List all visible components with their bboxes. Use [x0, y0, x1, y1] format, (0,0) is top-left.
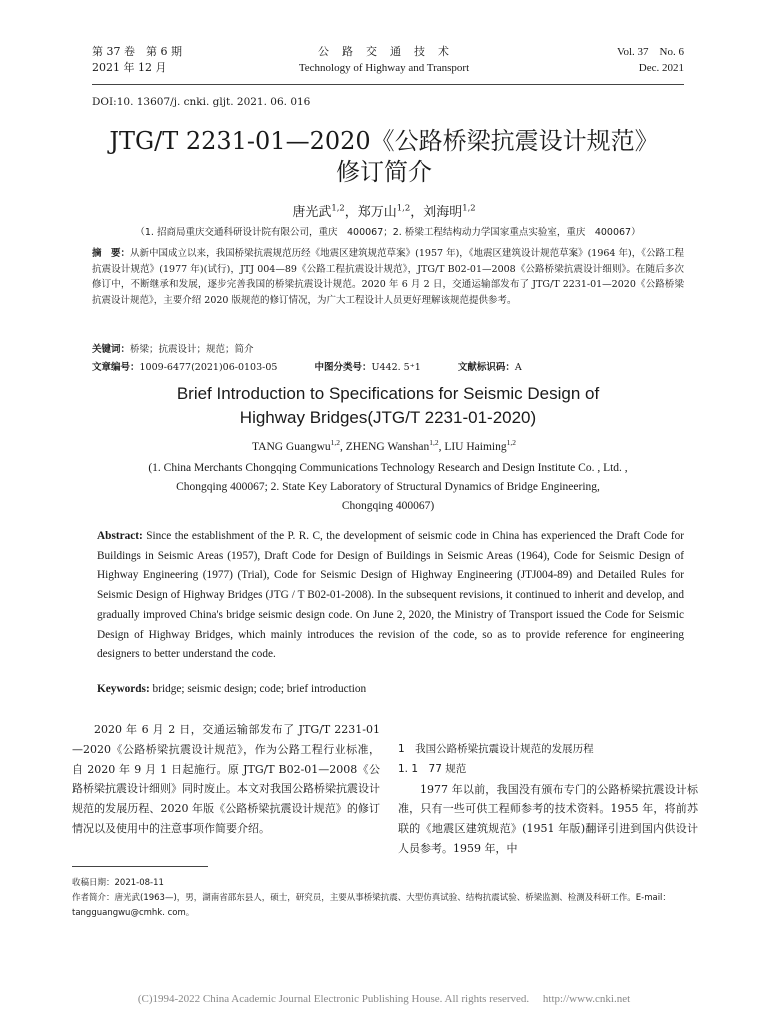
- clc-label: 中图分类号：: [314, 362, 372, 373]
- article-meta-cn: [92, 359, 684, 373]
- keywords-cn-text: 桥梁；抗震设计；规范；简介: [130, 344, 254, 355]
- authors-cn: [0, 201, 768, 220]
- document-code: [458, 362, 522, 373]
- title-en-line-2: Highway Bridges(JTG/T 2231-01-2020): [239, 408, 537, 427]
- authors-en: [0, 438, 768, 453]
- footnotes: [72, 876, 698, 921]
- date-cn: 2021 年 12 月: [92, 61, 167, 74]
- author-2-en-affil: 1,2: [429, 438, 439, 447]
- article-title-en: [92, 382, 684, 430]
- author-2-cn: ，郑万山: [344, 205, 397, 220]
- author-2-en: , ZHENG Wanshan: [339, 440, 430, 453]
- clc-value: U442. 5⁺1: [371, 362, 421, 373]
- author-1-affil: 1,2: [331, 202, 345, 213]
- keywords-cn: [92, 341, 684, 355]
- section-1-heading: 1 我国公路桥梁抗震设计规范的发展历程: [398, 743, 594, 755]
- author-1-en-affil: 1,2: [330, 438, 340, 447]
- author-3-affil: 1,2: [462, 202, 476, 213]
- title-cn-line-2: 修订简介: [336, 158, 432, 186]
- author-1-cn: 唐光武: [292, 205, 332, 220]
- footnote-author-bio: 作者简介：唐光武(1963—)，男，湖南省邵东县人，硕士，研究员，主要从事桥梁抗震、大型仿真试验、结构抗震试验、桥梁监测、检测及科研工作。E-mail：tangguangwu@cmhk. com。: [72, 893, 671, 918]
- journal-name-cn: 公 路 交 通 技 术: [318, 45, 450, 58]
- affil-en-line-2: Chongqing 400067; 2. State Key Laboratory of Structural Dynamics of Bridge Engineering,: [176, 481, 600, 493]
- article-number-label: 文章编号：: [92, 362, 140, 373]
- journal-name-en: Technology of Highway and Transport: [298, 62, 470, 74]
- article-number: [92, 362, 277, 373]
- article-number-value: 1009-6477(2021)06-0103-05: [139, 362, 278, 373]
- section-1-1-heading: 1. 1 77 规范: [398, 762, 467, 775]
- volume-issue-en: Vol. 37 No. 6: [616, 46, 684, 58]
- copyright-notice: (C)1994-2022 China Academic Journal Electronic Publishing House. All rights reserved. http://www.cnki.net: [137, 993, 631, 1005]
- abstract-en-label: Abstract:: [97, 530, 147, 542]
- body-column-left: [72, 720, 380, 839]
- author-2-affil: 1,2: [396, 202, 411, 213]
- body-column-right: [398, 740, 698, 859]
- affil-en-line-3: Chongqing 400067): [341, 500, 435, 512]
- keywords-en: [97, 683, 684, 695]
- abstract-cn: [92, 246, 684, 308]
- title-en-line-1: Brief Introduction to Specifications for Seismic Design of: [176, 384, 600, 403]
- footnote-received-date: 收稿日期：2021-08-11: [72, 878, 164, 888]
- document-code-value: A: [514, 362, 522, 373]
- affiliations-en: [92, 459, 684, 516]
- author-3-en: , LIU Haiming: [438, 440, 507, 453]
- affil-en-line-1: (1. China Merchants Chongqing Communications Technology Research and Design Institute Co. , Ltd. ,: [148, 462, 628, 474]
- abstract-en-text: Since the establishment of the P. R. C, the development of seismic code in China has experienced the Draft Code for Buildings in Seismic Areas (1957), Draft Code for Design of Buildings in Seismic Areas (1964), Code for Seismic Design of Highway Engineering (1977) (Trial), Code for Seismic Design of Highway Engineering (JTJ004-89) and Detailed Rules for Seismic Design of Highway Bridges (JTG / T B02-01-2008). In the subsequent revisions, it continued to inherit and develop, and gradually improved China's bridge seismic design code. On June 2, 2020, the Ministry of Transport issued the Code for Seismic Design of Highway Bridges, which mainly introduces the revision of the code, so as to provide reference for engineering designers to better understand the code.: [97, 530, 684, 661]
- volume-issue-cn: 第 37 卷 第 6 期: [92, 45, 182, 58]
- keywords-en-label: Keywords:: [97, 683, 153, 695]
- keywords-cn-label: 关键词：: [92, 344, 131, 355]
- abstract-en: [97, 527, 684, 665]
- abstract-cn-text: 从新中国成立以来，我国桥梁抗震规范历经《地震区建筑规范草案》(1957 年)，《地震区建筑设计规范草案》(1964 年)，《公路工程抗震设计规范》(1977 年)(试行)，JTJ 004—89《公路工程抗震设计规范》，JTG/T B02-01—2008《公路桥梁抗震设计细则》。在随后多次修订中，不断继承和发展，逐步完善我国的桥梁抗震设计规范。2020 年 6 月 2 日，交通运输部发布了 JTG/T 2231-01—2020《公路桥梁抗震设计规范》，主要介绍 2020 版规范的修订情况，为广大工程设计人员更好理解该规范提供参考。: [92, 248, 684, 306]
- author-3-en-affil: 1,2: [506, 438, 516, 447]
- title-cn-line-1: JTG/T 2231-01—2020《公路桥梁抗震设计规范》: [109, 127, 659, 155]
- article-title-cn: [60, 126, 708, 188]
- keywords-en-text: bridge; seismic design; code; brief introduction: [152, 683, 367, 695]
- doi: DOI:10. 13607/j. cnki. gljt. 2021. 06. 016: [92, 96, 311, 108]
- date-en: Dec. 2021: [638, 62, 684, 74]
- author-3-cn: ，刘海明: [410, 205, 463, 220]
- affiliations-cn: （1. 招商局重庆交通科研设计院有限公司，重庆 400067；2. 桥梁工程结构动力学国家重点实验室，重庆 400067）: [135, 227, 641, 238]
- header-rule: [92, 84, 684, 85]
- section-1-1-paragraph: 1977 年以前，我国没有颁布专门的公路桥梁抗震设计标准，只有一些可供工程师参考的技术资料。1955 年，将前苏联的《地震区建筑规范》(1951 年版)翻译引进到国内供设计人员参考。1959 年，中: [398, 782, 698, 855]
- abstract-cn-label: 摘 要：: [92, 248, 131, 259]
- footnote-rule: [72, 866, 208, 867]
- author-1-en: TANG Guangwu: [252, 440, 331, 453]
- running-header-right: [617, 44, 684, 76]
- intro-paragraph: 2020 年 6 月 2 日，交通运输部发布了 JTG/T 2231-01—2020《公路桥梁抗震设计规范》，作为公路工程行业标准，自 2020 年 9 月 1 日起施行。原 JTG/T B02-01—2008《公路桥梁抗震设计细则》同时废止。本文对我国公路桥梁抗震设计规范的发展历程、2020 年版《公路桥梁抗震设计规范》的修订情况以及使用中的注意事项作简要介绍。: [72, 723, 380, 835]
- document-code-label: 文献标识码：: [457, 362, 515, 373]
- clc-number: [314, 362, 420, 373]
